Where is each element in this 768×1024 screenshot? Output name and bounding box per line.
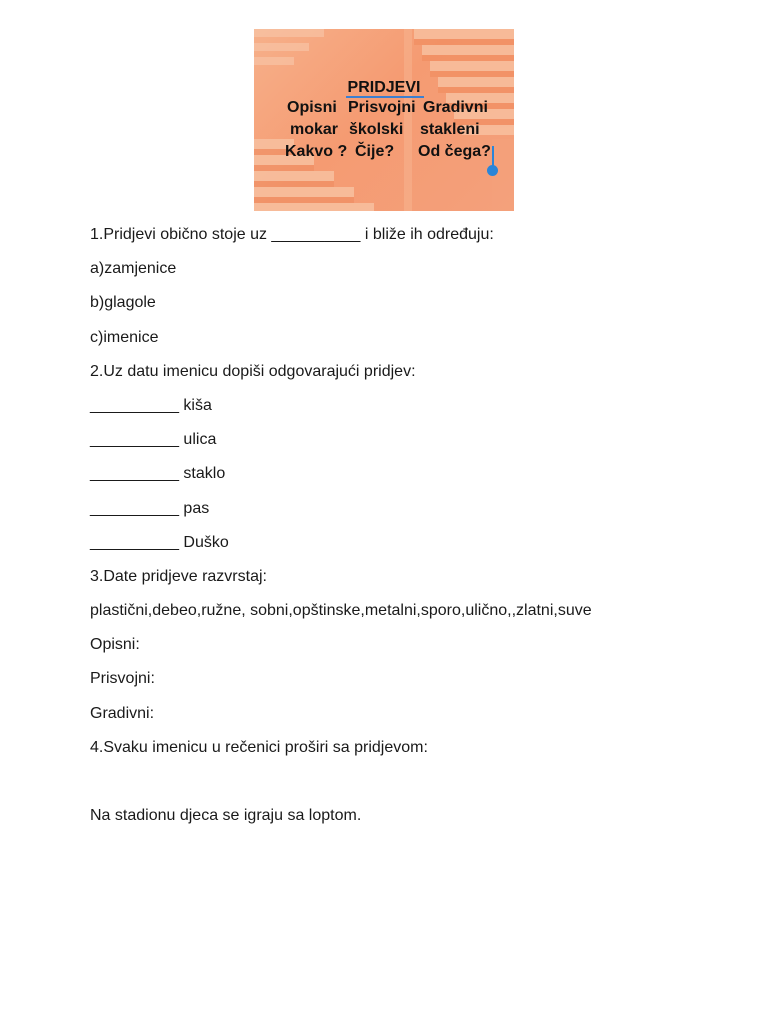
question-2: 2.Uz datu imenicu dopiši odgovarajući pridjev: <box>90 362 416 380</box>
banner-row-types <box>254 99 514 119</box>
text-cursor-handle[interactable] <box>487 165 498 176</box>
category-gradivni: Gradivni: <box>90 704 155 722</box>
document-body <box>90 222 730 837</box>
question-1: 1.Pridjevi obično stoje uz __________ i bliže ih određuju: <box>90 226 494 243</box>
banner-row-questions <box>254 143 514 163</box>
banner-row-examples <box>254 121 514 141</box>
fill-blank-line: __________ kiša <box>90 396 212 414</box>
banner-cell: Gradivni <box>423 99 488 116</box>
fill-blank-line: __________ ulica <box>90 431 217 449</box>
banner-cell: mokar <box>290 121 339 138</box>
banner-cell: Kakvo ? <box>285 143 348 160</box>
fill-blank-line: __________ pas <box>90 499 210 517</box>
banner-cell: stakleni <box>420 121 480 138</box>
fill-blank-line: __________ Duško <box>90 533 229 551</box>
category-prisvojni: Prisvojni: <box>90 670 155 688</box>
question-3: 3.Date pridjeve razvrstaj: <box>90 567 267 585</box>
question-4: 4.Svaku imenicu u rečenici proširi sa pridjevom: <box>90 738 428 756</box>
category-opisni: Opisni: <box>90 636 140 654</box>
banner-cell: Opisni <box>287 99 337 116</box>
example-sentence: Na stadionu djeca se igraju sa loptom. <box>90 807 362 825</box>
option-b: b)glagole <box>90 294 156 312</box>
adjective-list: plastični,debeo,ružne, sobni,opštinske,metalni,sporo,ulično,,zlatni,suve <box>90 602 592 620</box>
option-c: c)imenice <box>90 328 159 346</box>
banner-cell: Prisvojni <box>348 99 416 116</box>
title-banner-image <box>254 29 514 211</box>
banner-cell: Od čega? <box>418 143 491 160</box>
blank-spacer <box>90 769 730 803</box>
banner-title: PRIDJEVI <box>347 79 421 96</box>
stairs-illustration <box>254 29 514 211</box>
banner-cell: Čije? <box>355 143 395 160</box>
banner-cell: školski <box>349 121 404 138</box>
fill-blank-line: __________ staklo <box>90 465 226 483</box>
option-a: a)zamjenice <box>90 260 177 278</box>
title-underline <box>346 96 424 98</box>
